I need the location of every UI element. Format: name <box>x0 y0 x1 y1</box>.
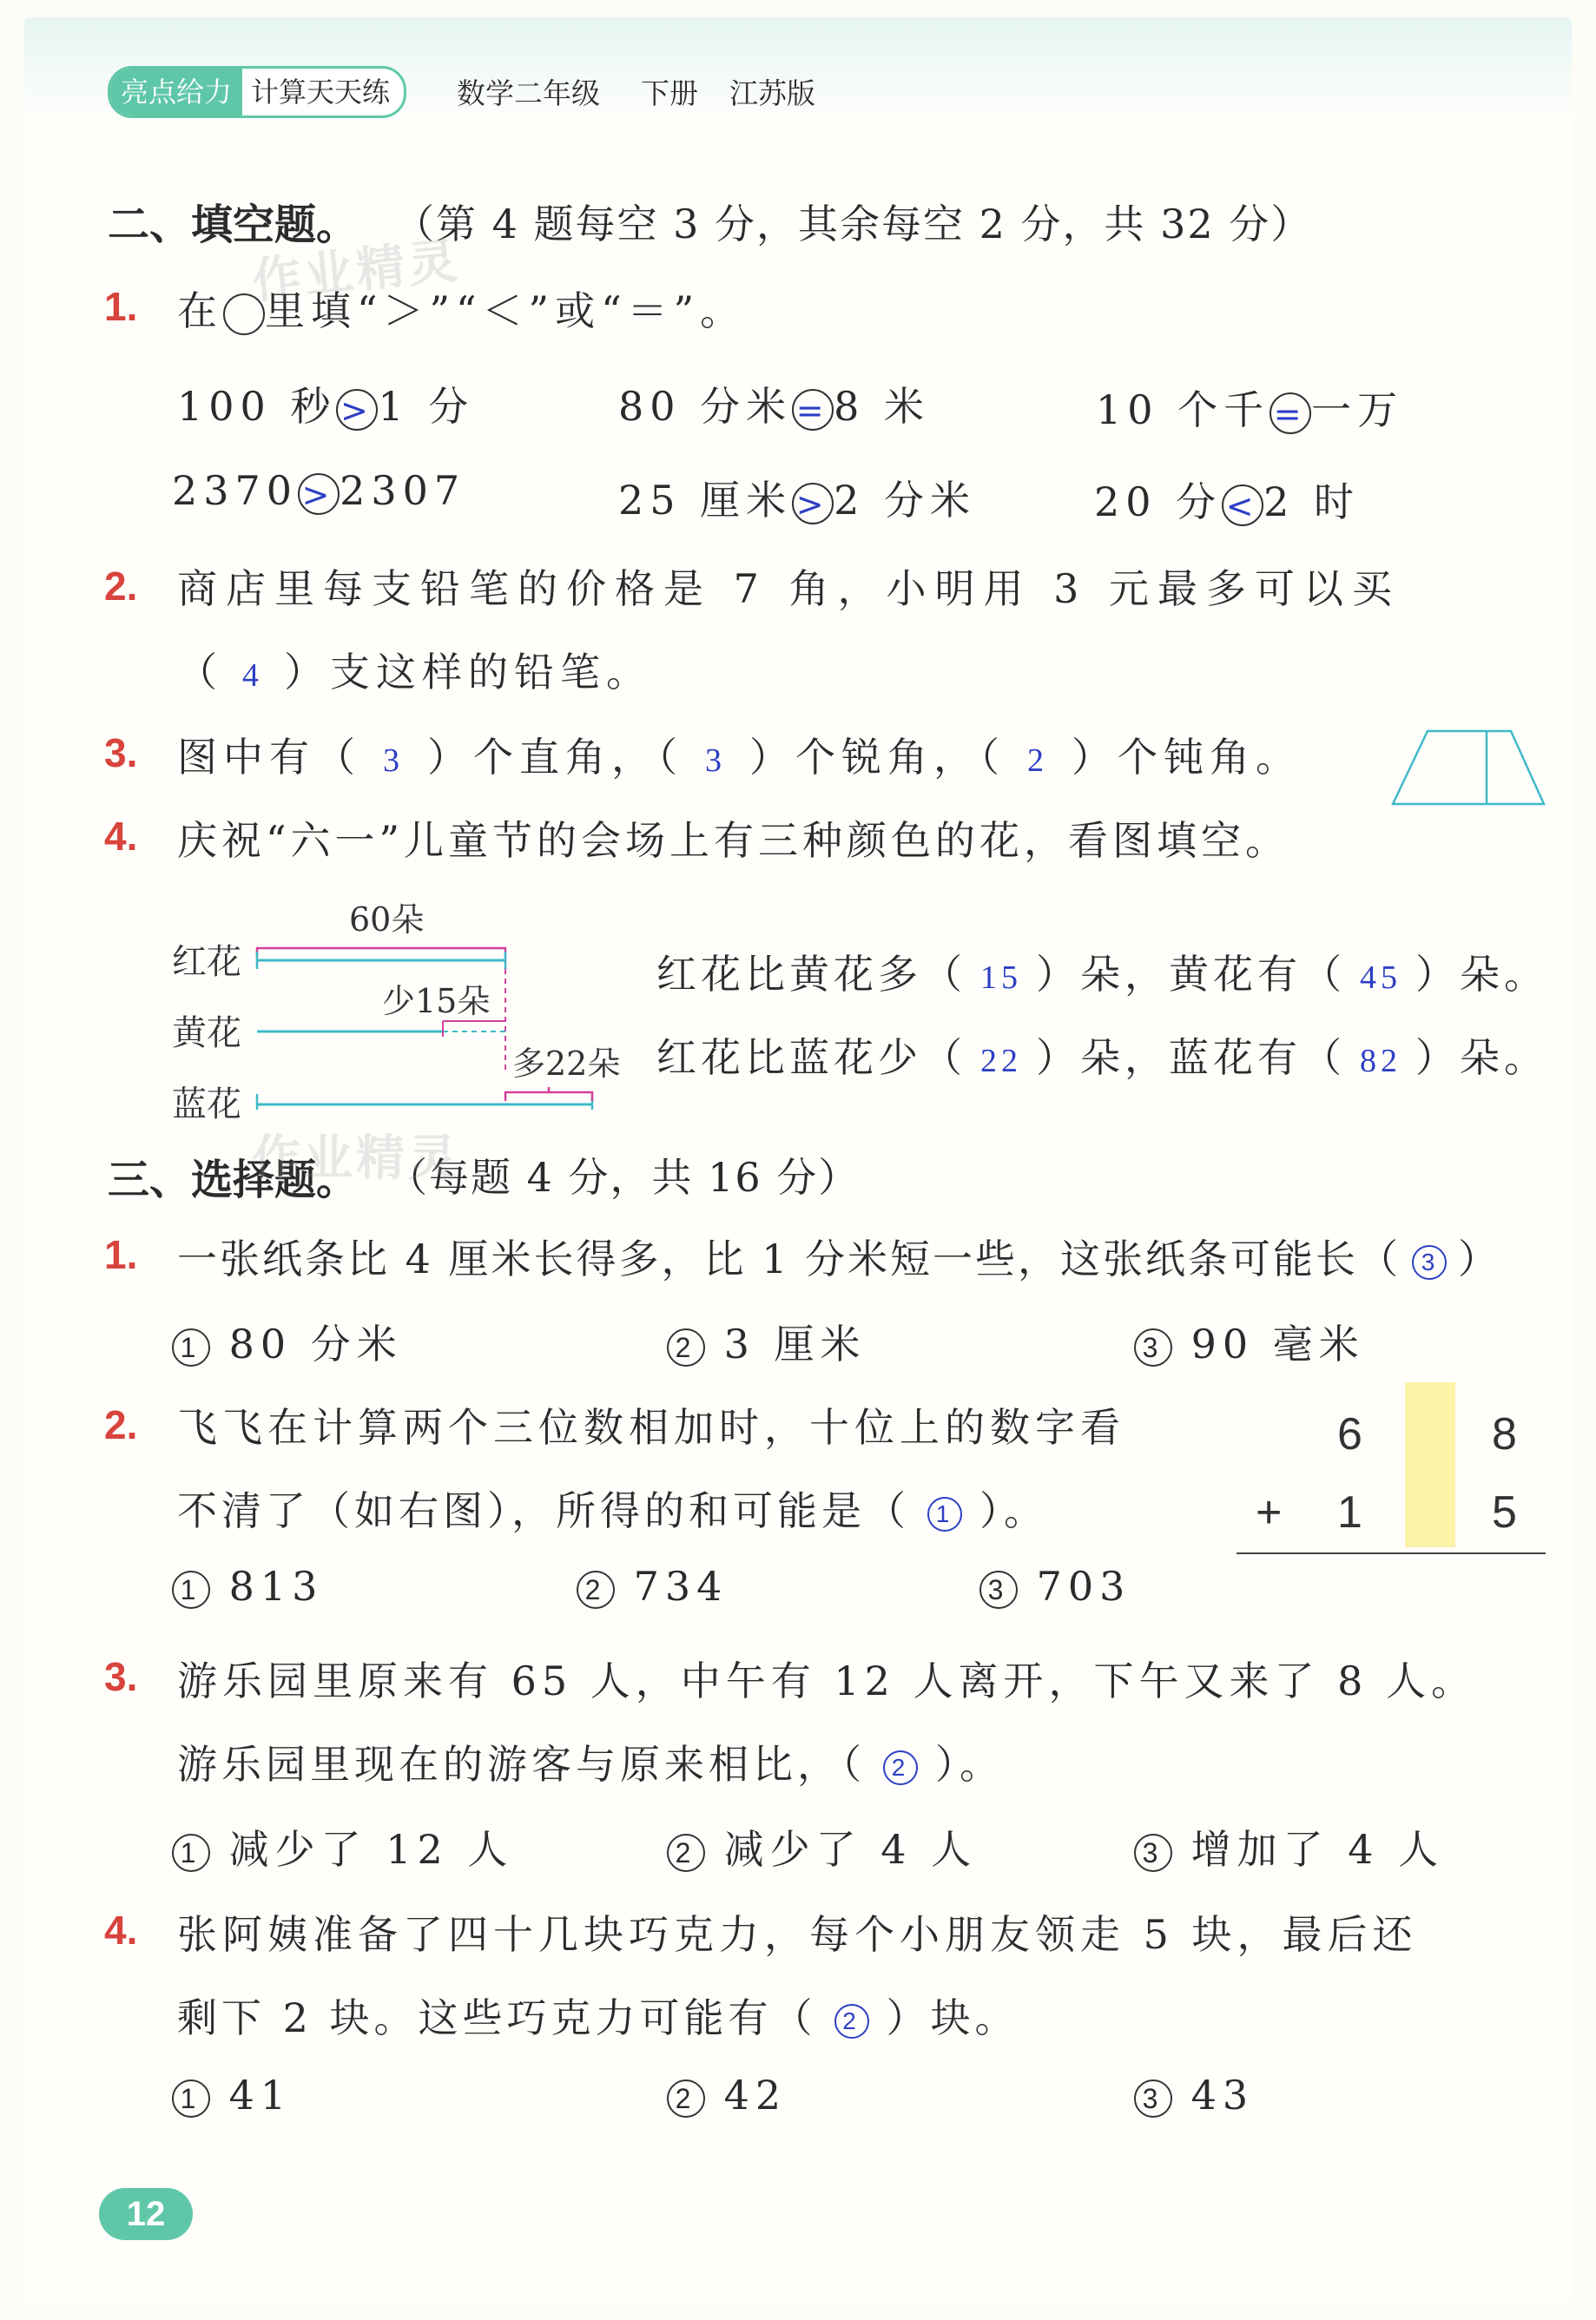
compare-answer[interactable]: = <box>792 389 834 431</box>
s3-q3-answer[interactable]: 2 <box>883 1750 918 1785</box>
s2-q3-answer-3[interactable]: 2 <box>1027 742 1050 779</box>
diagram-total-label: 60朵 <box>349 900 425 939</box>
s2-q4-answer-1[interactable]: 15 <box>980 959 1022 996</box>
s2-q3-answer-2[interactable]: 3 <box>705 742 728 779</box>
s2-q1-item-5: 25 厘米 >2 分米 <box>618 477 977 524</box>
s3-q3-line2: 游乐园里现在的游客与原来相比，（ 2 ）。 <box>177 1741 1004 1788</box>
badge-main: 亮点给力 <box>110 69 242 115</box>
s2-q3-answer-1[interactable]: 3 <box>383 742 406 779</box>
s2-q1-item-6: 20 分 <2 时 <box>1094 478 1361 525</box>
s2-q3-text: 图中有（ 3 ）个直角，（ 3 ）个锐角，（ 2 ）个钝角。 <box>177 734 1302 781</box>
s2-q2-answer[interactable]: 4 <box>242 657 265 694</box>
s3-q4-number: 4. <box>104 1908 138 1953</box>
watermark: 作业精灵 <box>249 232 464 311</box>
s2-q1-item-1: 100 秒 >1 分 <box>177 383 475 430</box>
s3-q1-option-3[interactable]: 3 90 毫米 <box>1134 1313 1365 1370</box>
s3-q3-option-1[interactable]: 1 减少了 12 人 <box>172 1818 513 1875</box>
s3-q3-option-3[interactable]: 3 增加了 4 人 <box>1134 1818 1444 1875</box>
s2-q4-number: 4. <box>104 814 138 859</box>
s3-q2-line2: 不清了（如右图），所得的和可能是（ 1 ）。 <box>177 1487 1048 1534</box>
addend-1-ones: 8 <box>1492 1409 1517 1460</box>
addend-2-ones: 5 <box>1492 1487 1517 1538</box>
s3-q3-line1: 游乐园里原来有 65 人，中午有 12 人离开，下午又来了 8 人。 <box>177 1658 1477 1704</box>
compare-answer[interactable]: > <box>336 389 378 431</box>
watermark-2: 作业精灵 <box>252 1130 460 1187</box>
s3-q1-answer[interactable]: 3 <box>1412 1245 1447 1280</box>
s3-q3-number: 3. <box>104 1654 138 1699</box>
s2-q3-number: 3. <box>104 730 138 775</box>
diagram-more-brace <box>505 1087 592 1101</box>
section3-title: 三、选择题。 <box>108 1156 359 1204</box>
s2-q2-number: 2. <box>104 564 138 609</box>
sum-line <box>1237 1552 1546 1554</box>
s3-q2-option-1[interactable]: 1 813 <box>172 1563 323 1610</box>
s2-q4-line2: 红花比蓝花少（ 22 ）朵，蓝花有（ 82 ）朵。 <box>656 1034 1548 1081</box>
s3-q4-line1: 张阿姨准备了四十几块巧克力，每个小朋友领走 5 块，最后还 <box>177 1911 1418 1958</box>
addend-2-hundreds: 1 <box>1337 1487 1362 1538</box>
s3-q2-number: 2. <box>104 1402 138 1447</box>
plus-sign: + <box>1256 1487 1283 1538</box>
s3-q2-option-3[interactable]: 3 703 <box>979 1563 1131 1610</box>
s3-q4-option-2[interactable]: 2 42 <box>667 2072 787 2119</box>
s2-q1-prompt: 在 里填“＞”“＜”或“＝”。 <box>177 287 747 334</box>
s2-q1-number: 1. <box>104 284 138 329</box>
section2-title: 二、填空题。 <box>108 201 359 249</box>
s2-q4-line1: 红花比黄花多（ 15 ）朵，黄花有（ 45 ）朵。 <box>656 951 1548 998</box>
s2-q4-answer-4[interactable]: 82 <box>1360 1043 1401 1079</box>
s3-q1-option-1[interactable]: 1 80 分米 <box>172 1313 403 1370</box>
diagram-yellow-label: 黄花 <box>172 1013 241 1053</box>
compare-answer[interactable]: = <box>1270 392 1311 434</box>
s3-q4-line2: 剩下 2 块。这些巧克力可能有（ 2 ）块。 <box>177 1994 1019 2041</box>
section3-note: （每题 4 分，共 16 分） <box>387 1154 861 1201</box>
s3-q2-answer[interactable]: 1 <box>927 1497 962 1532</box>
trapezoid-figure <box>1389 726 1549 809</box>
s3-q1-option-2[interactable]: 2 3 厘米 <box>667 1313 867 1370</box>
s2-q2-line2: （ 4 ）支这样的铅笔。 <box>177 649 652 695</box>
badge-sub: 计算天天练 <box>251 76 391 109</box>
book-badge <box>108 66 406 118</box>
s3-q2-option-2[interactable]: 2 734 <box>577 1563 728 1610</box>
line-segment-diagram <box>252 931 608 1117</box>
s3-q3-option-2[interactable]: 2 减少了 4 人 <box>667 1818 977 1875</box>
diagram-red-label: 红花 <box>172 942 241 982</box>
s2-q4-answer-2[interactable]: 45 <box>1360 959 1401 996</box>
addend-1-hundreds: 6 <box>1337 1409 1362 1460</box>
compare-answer[interactable]: > <box>792 483 834 524</box>
blank-circle-icon <box>223 293 265 335</box>
header-volume: 下册 <box>641 76 698 110</box>
s2-q4-text: 庆祝“六一”儿童节的会场上有三种颜色的花，看图填空。 <box>177 817 1290 864</box>
s2-q1-item-3: 10 个千 =一万 <box>1096 386 1404 433</box>
blurred-tens-digit <box>1405 1382 1455 1547</box>
diagram-less-label: 少15朵 <box>382 982 491 1020</box>
s2-q1-item-2: 80 分米 =8 米 <box>618 383 931 430</box>
s2-q2-line1: 商店里每支铅笔的价格是 7 角，小明用 3 元最多可以买 <box>177 565 1401 612</box>
s3-q1-number: 1. <box>104 1232 138 1277</box>
diagram-blue-label: 蓝花 <box>172 1084 241 1124</box>
header-subject: 数学二年级 <box>457 76 600 110</box>
compare-answer[interactable]: < <box>1222 484 1263 526</box>
diagram-total-brace <box>257 948 505 957</box>
section2-note: （第 4 题每空 3 分，其余每空 2 分，共 32 分） <box>394 201 1313 247</box>
s2-q1-item-4: 2370 >2307 <box>172 467 466 514</box>
s3-q4-option-1[interactable]: 1 41 <box>172 2072 292 2119</box>
header-edition: 江苏版 <box>729 76 815 110</box>
compare-answer[interactable]: > <box>298 473 340 515</box>
s3-q4-option-3[interactable]: 3 43 <box>1134 2072 1254 2119</box>
s3-q4-answer[interactable]: 2 <box>834 2004 869 2039</box>
s3-q2-line1: 飞飞在计算两个三位数相加时，十位上的数字看 <box>177 1404 1125 1451</box>
s2-q4-answer-3[interactable]: 22 <box>980 1043 1022 1079</box>
s3-q1-text: 一张纸条比 4 厘米长得多，比 1 分米短一些，这张纸条可能长（ 3 ） <box>177 1236 1501 1282</box>
page-number: 12 <box>99 2188 193 2240</box>
diagram-more-label: 多22朵 <box>512 1045 621 1083</box>
